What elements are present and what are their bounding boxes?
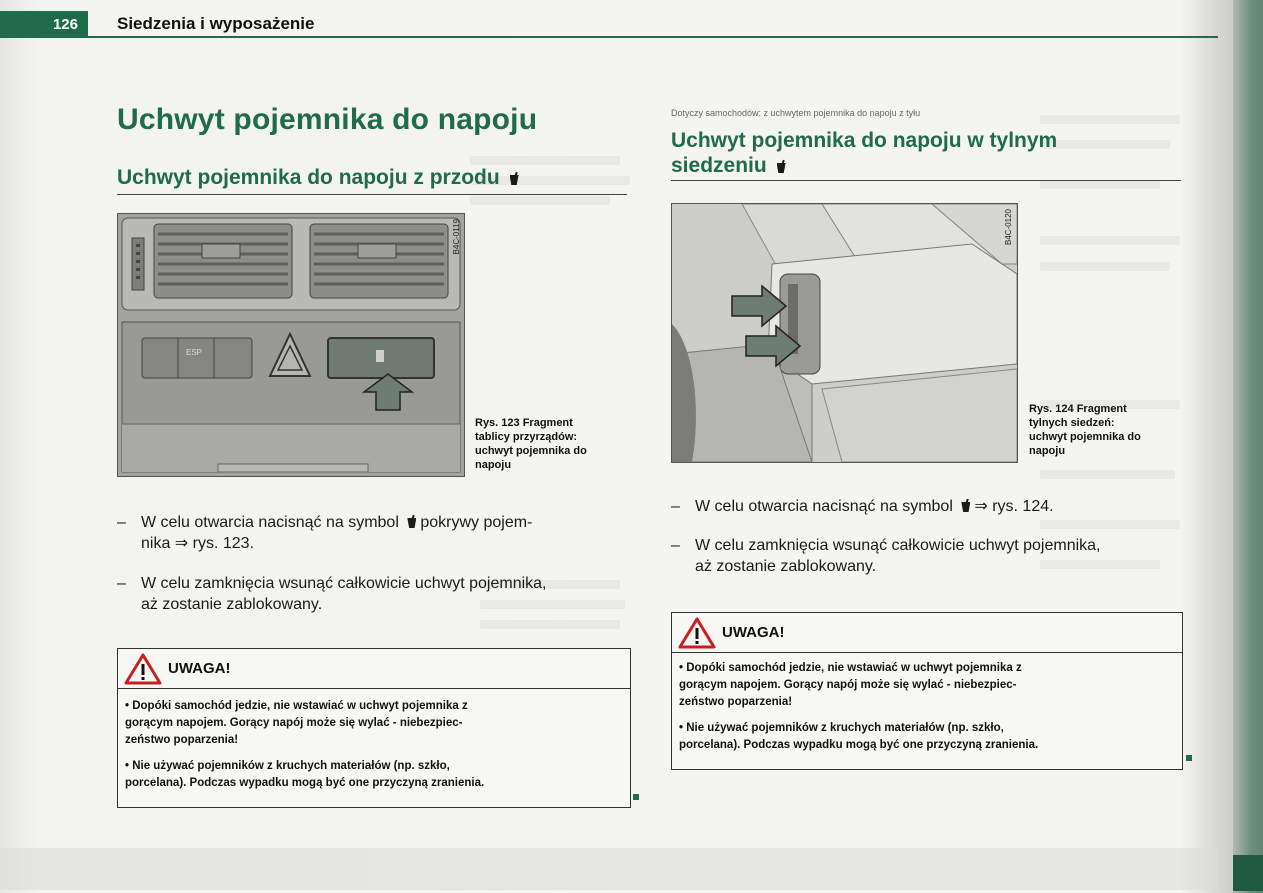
figure-123-code: B4C-0119	[452, 219, 461, 255]
warning-line: • Dopóki samochód jedzie, nie wstawiać w uchwyt pojemnika z	[679, 662, 1022, 674]
warning-line: porcelana). Podczas wypadku mogą być one przyczyną zranienia.	[679, 739, 1039, 751]
warning-line: gorącym napojem. Gorący napój może się wylać - niebezpiec-	[125, 717, 463, 729]
step-text-part: nika ⇒ rys. 123.	[141, 535, 255, 552]
warning-title: UWAGA!	[722, 624, 785, 641]
instruction-step	[671, 496, 1191, 518]
step-text	[141, 512, 532, 554]
cup-holder-icon	[961, 499, 970, 512]
warning-line: zeństwo poparzenia!	[125, 734, 239, 746]
warning-box	[117, 648, 631, 808]
right-title-rule	[671, 180, 1181, 181]
caption-line: uchwyt pojemnika do	[475, 445, 587, 457]
rear-seat-illustration	[672, 204, 1017, 462]
figure-124	[671, 203, 1018, 463]
dashboard-illustration	[118, 214, 464, 476]
header-rule	[0, 36, 1218, 38]
figure-124-code: B4C-0120	[1004, 209, 1013, 246]
right-title-line2: siedzeniu	[671, 154, 767, 177]
figure-123-esp-label: ESP	[186, 348, 203, 357]
step-dash: –	[671, 498, 680, 515]
warning-title: UWAGA!	[168, 660, 231, 677]
instruction-step	[671, 535, 1191, 579]
cup-holder-icon	[407, 515, 416, 528]
step-text	[695, 496, 1054, 517]
page-edge	[1233, 0, 1263, 893]
warning-line: • Dopóki samochód jedzie, nie wstawiać w uchwyt pojemnika z	[125, 700, 468, 712]
caption-line: Rys. 123 Fragment	[475, 417, 573, 429]
step-text-part: W celu zamknięcia wsunąć całkowicie uchwyt pojemnika,	[695, 537, 1101, 554]
cup-holder-icon	[510, 172, 519, 185]
warning-header	[118, 649, 630, 689]
bottom-strip	[0, 848, 1218, 890]
step-text-part: W celu zamknięcia wsunąć całkowicie uchwyt pojemnika,	[141, 575, 547, 592]
right-title	[671, 128, 1191, 178]
caption-line: Rys. 124 Fragment	[1029, 403, 1127, 415]
subtitle-rule	[117, 194, 627, 195]
warning-line: zeństwo poparzenia!	[679, 696, 793, 708]
step-text-part: aż zostanie zablokowany.	[141, 596, 323, 613]
end-marker	[1186, 755, 1192, 761]
figure-123	[117, 213, 465, 477]
right-title-line1: Uchwyt pojemnika do napoju w tylnym	[671, 129, 1058, 152]
instruction-step	[117, 512, 637, 556]
left-subtitle	[117, 166, 519, 190]
caption-line: napoju	[475, 459, 512, 471]
step-text-part: W celu otwarcia nacisnąć na symbol	[695, 498, 953, 515]
step-text-part: aż zostanie zablokowany.	[695, 558, 877, 575]
step-text	[695, 535, 1101, 577]
step-text-part: pokrywy pojem-	[420, 514, 533, 531]
end-marker	[633, 794, 639, 800]
page-number: 126	[0, 11, 88, 38]
warning-text	[679, 660, 1174, 754]
step-dash: –	[117, 514, 126, 531]
warning-header	[672, 613, 1182, 653]
warning-line: • Nie używać pojemników z kruchych materiałów (np. szkło,	[679, 722, 1004, 734]
page-title: Uchwyt pojemnika do napoju	[117, 103, 538, 136]
warning-line: gorącym napojem. Gorący napój może się wylać - niebezpiec-	[679, 679, 1017, 691]
step-text-part: W celu otwarcia nacisnąć na symbol	[141, 514, 399, 531]
caption-line: uchwyt pojemnika do	[1029, 431, 1141, 443]
caption-line: tylnych siedzeń:	[1029, 417, 1115, 429]
warning-line: • Nie używać pojemników z kruchych materiałów (np. szkło,	[125, 760, 450, 772]
warning-triangle-icon	[124, 653, 162, 685]
step-dash: –	[671, 537, 680, 554]
left-subtitle-text: Uchwyt pojemnika do napoju z przodu	[117, 166, 500, 189]
warning-line: porcelana). Podczas wypadku mogą być one przyczyną zranienia.	[125, 777, 485, 789]
cup-holder-icon	[777, 160, 786, 173]
applicability-note: Dotyczy samochodów: z uchwytem pojemnika do napoju z tyłu	[671, 108, 921, 118]
instruction-step	[117, 573, 637, 617]
warning-triangle-icon	[678, 617, 716, 649]
caption-line: tablicy przyrządów:	[475, 431, 578, 443]
thumb-tab	[1233, 855, 1263, 891]
step-text	[141, 573, 547, 615]
warning-box	[671, 612, 1183, 770]
section-heading: Siedzenia i wyposażenie	[117, 14, 315, 33]
caption-line: napoju	[1029, 445, 1066, 457]
warning-text	[125, 698, 622, 792]
step-dash: –	[117, 575, 126, 592]
step-text-part: ⇒ rys. 124.	[974, 498, 1054, 515]
